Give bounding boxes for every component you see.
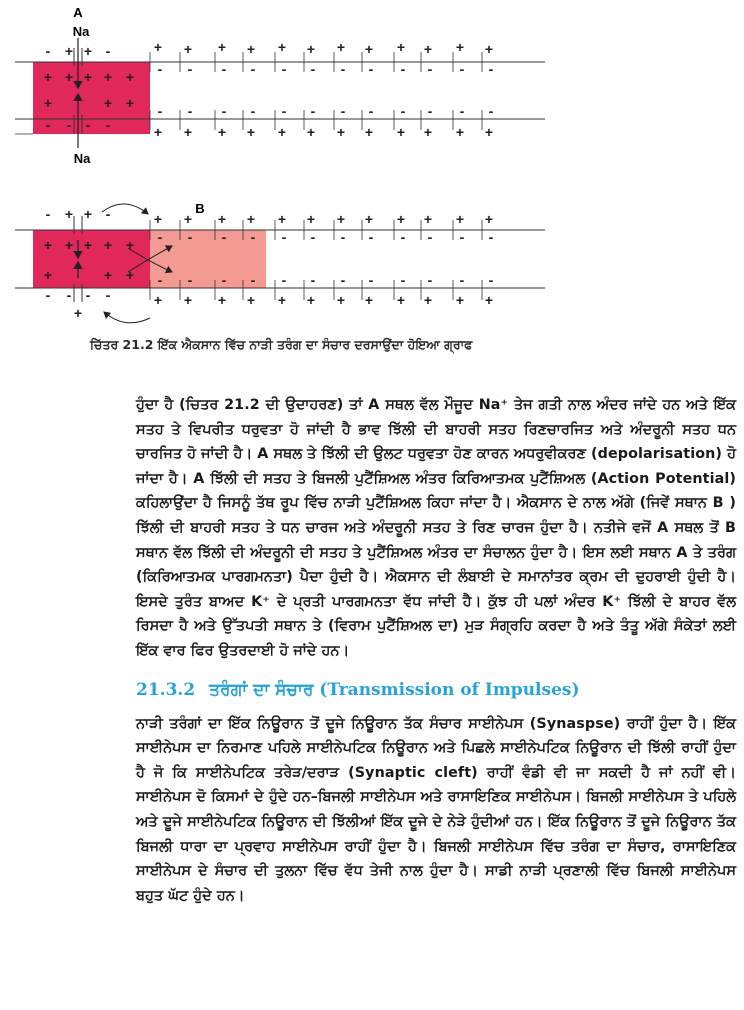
- minus-sign: -: [400, 103, 406, 119]
- plus-sign: +: [455, 211, 465, 227]
- plus-sign: +: [484, 211, 494, 227]
- plus-sign: +: [336, 124, 346, 140]
- plus-sign: +: [183, 211, 193, 227]
- minus-sign: -: [310, 103, 316, 119]
- minus-sign: -: [427, 103, 433, 119]
- minus-sign: -: [340, 103, 346, 119]
- minus-sign: -: [459, 272, 465, 288]
- plus-sign: +: [364, 124, 374, 140]
- section-title: ਤਰੰਗਾਂ ਦਾ ਸੰਚਾਰ (Transmission of Impulses): [209, 679, 580, 700]
- minus-sign: -: [340, 229, 346, 245]
- plus-sign: +: [396, 39, 406, 55]
- plus-sign: +: [306, 292, 316, 308]
- section-number: 21.3.2: [136, 679, 196, 700]
- plus-sign: +: [246, 211, 256, 227]
- plus-sign: +: [125, 95, 135, 111]
- minus-sign: -: [105, 117, 111, 133]
- plus-sign: +: [455, 39, 465, 55]
- axon-panel-1: [15, 5, 545, 166]
- plus-sign: +: [484, 124, 494, 140]
- minus-sign: -: [85, 287, 91, 303]
- minus-sign: -: [400, 229, 406, 245]
- plus-sign: +: [277, 124, 287, 140]
- plus-sign: +: [455, 292, 465, 308]
- plus-sign: +: [277, 292, 287, 308]
- minus-sign: -: [368, 229, 374, 245]
- plus-sign: +: [364, 292, 374, 308]
- minus-sign: -: [85, 117, 91, 133]
- minus-sign: -: [250, 103, 256, 119]
- plus-sign: +: [103, 267, 113, 283]
- minus-sign: -: [66, 117, 72, 133]
- minus-sign: -: [221, 61, 227, 77]
- minus-sign: -: [368, 103, 374, 119]
- paragraph-synapse: ਨਾੜੀ ਤਰੰਗਾਂ ਦਾ ਇੱਕ ਨਿਊਰਾਨ ਤੋਂ ਦੂਜੇ ਨਿਊਰਾਨ ਤੱਕ ਸੰਚਾਰ ਸਾਈਨੇਪਸ (Synaspse) ਰਾਹੀਂ ਹੁੰਦਾ ਹੈ। ਇੱਕ ਸਾਈਨੇਪਸ ਦਾ ਨਿਰਮਾਣ ਪਹਿਲੇ ਸਾਈਨੇਪਟਿਕ ਨਿਊਰਾਨ ਅਤੇ ਪਿਛਲੇ ਸਾਈਨੇਪਟਿਕ ਨਿਊਰਾਨ ਦੀ ਝਿੱਲੀ ਰਾਹੀਂ ਹੁੰਦਾ ਹੈ ਜੋ ਕਿ ਸਾਈਨੇਪਟਿਕ ਤਰੇੜ/ਦਰਾੜ (Synaptic cleft) ਰਾਹੀਂ ਵੰਡੀ ਵੀ ਜਾ ਸਕਦੀ ਹੈ ਜਾਂ ਨਹੀਂ ਵੀ। ਸਾਈਨੇਪਸ ਦੋ ਕਿਸਮਾਂ ਦੇ ਹੁੰਦੇ ਹਨ–ਬਿਜਲੀ ਸਾਈਨੇਪਸ ਅਤੇ ਰਾਸਾਇਣਿਕ ਸਾਈਨੇਪਸ। ਬਿਜਲੀ ਸਾਈਨੇਪਸ ਤੇ ਪਹਿਲੇ ਅਤੇ ਦੂਜੇ ਸਾਈਨੇਪਟਿਕ ਨਿਊਰਾਨ ਦੀ ਝਿੱਲੀਆਂ ਇੱਕ ਦੂਜੇ ਦੇ ਨੇੜੇ ਹੁੰਦੀਆਂ ਹਨ। ਇੱਕ ਨਿਊਰਾਨ ਤੋਂ ਦੂਜੇ ਨਿਊਰਾਨ ਤੱਕ ਬਿਜਲੀ ਧਾਰਾ ਦਾ ਪ੍ਰਵਾਹ ਸਾਈਨੇਪਸ ਰਾਹੀਂ ਹੁੰਦਾ ਹੈ। ਬਿਜਲੀ ਸਾਈਨੇਪਸ ਵਿੱਚ ਤਰੰਗ ਦਾ ਸੰਚਾਰ, ਰਾਸਾਇਣਿਕ ਸਾਈਨੇਪਸ ਦੇ ਸੰਚਾਰ ਦੀ ਤੁਲਨਾ ਵਿੱਚ ਵੱਧ ਤੇਜੀ ਨਾਲ ਹੁੰਦਾ ਹੈ। ਸਾਡੀ ਨਾੜੀ ਪ੍ਰਣਾਲੀ ਵਿੱਚ ਬਿਜਲੀ ਸਾਈਨੇਪਸ ਬਹੁਤ ਘੱਟ ਹੁੰਦੇ ਹਨ।: [136, 715, 736, 904]
- minus-sign: -: [427, 272, 433, 288]
- minus-sign: -: [221, 229, 227, 245]
- minus-sign: -: [45, 287, 51, 303]
- plus-sign: +: [246, 41, 256, 57]
- plus-sign: +: [43, 95, 53, 111]
- minus-sign: -: [400, 61, 406, 77]
- plus-sign: +: [246, 124, 256, 140]
- plus-sign: +: [183, 292, 193, 308]
- spreading-region-b: [150, 230, 266, 288]
- plus-sign: +: [125, 69, 135, 85]
- plus-sign: +: [103, 95, 113, 111]
- label-b: B: [195, 201, 205, 216]
- plus-sign: +: [183, 124, 193, 140]
- plus-sign: +: [246, 292, 256, 308]
- plus-sign: +: [396, 211, 406, 227]
- minus-sign: -: [157, 272, 163, 288]
- plus-sign: +: [103, 237, 113, 253]
- plus-sign: +: [64, 69, 74, 85]
- plus-sign: +: [153, 124, 163, 140]
- minus-sign: -: [340, 272, 346, 288]
- plus-sign: +: [217, 211, 227, 227]
- plus-sign: +: [217, 124, 227, 140]
- plus-sign: +: [64, 43, 74, 59]
- minus-sign: -: [250, 272, 256, 288]
- plus-sign: +: [43, 69, 53, 85]
- minus-sign: -: [281, 103, 287, 119]
- plus-sign: +: [364, 211, 374, 227]
- minus-sign: -: [157, 61, 163, 77]
- plus-sign: +: [336, 292, 346, 308]
- plus-sign: +: [423, 124, 433, 140]
- minus-sign: -: [310, 229, 316, 245]
- plus-sign: +: [306, 124, 316, 140]
- plus-sign: +: [125, 267, 135, 283]
- minus-sign: -: [250, 61, 256, 77]
- minus-sign: -: [488, 229, 494, 245]
- label-na-top: Na: [72, 24, 90, 39]
- plus-sign: +: [364, 41, 374, 57]
- charge-signs: [44, 39, 494, 321]
- nerve-impulse-figure: [0, 0, 744, 340]
- plus-sign: +: [83, 237, 93, 253]
- page-body: [136, 393, 736, 908]
- plus-sign: +: [277, 211, 287, 227]
- plus-sign: +: [83, 43, 93, 59]
- minus-sign: -: [368, 61, 374, 77]
- plus-sign: +: [277, 39, 287, 55]
- minus-sign: -: [45, 206, 51, 222]
- minus-sign: -: [459, 103, 465, 119]
- label-na-bottom: Na: [73, 151, 91, 166]
- plus-sign: +: [336, 39, 346, 55]
- plus-sign: +: [306, 211, 316, 227]
- minus-sign: -: [310, 272, 316, 288]
- minus-sign: -: [187, 272, 193, 288]
- minus-sign: -: [427, 61, 433, 77]
- minus-sign: -: [488, 272, 494, 288]
- minus-sign: -: [488, 61, 494, 77]
- minus-sign: -: [221, 272, 227, 288]
- minus-sign: -: [459, 61, 465, 77]
- minus-sign: -: [488, 103, 494, 119]
- minus-sign: -: [250, 229, 256, 245]
- minus-sign: -: [157, 103, 163, 119]
- minus-sign: -: [459, 229, 465, 245]
- plus-sign: +: [43, 237, 53, 253]
- label-a: A: [73, 5, 83, 20]
- plus-sign: +: [484, 41, 494, 57]
- plus-sign: +: [83, 69, 93, 85]
- plus-sign: +: [336, 211, 346, 227]
- plus-sign: +: [396, 124, 406, 140]
- plus-sign: +: [103, 69, 113, 85]
- minus-sign: -: [66, 287, 72, 303]
- paragraph-action-potential: ਹੁੰਦਾ ਹੈ (ਚਿਤਰ 21.2 ਦੀ ਉਦਾਹਰਣ) ਤਾਂ A ਸਥਲ ਵੱਲ ਮੌਜੂਦ Na⁺ ਤੇਜ ਗਤੀ ਨਾਲ ਅੰਦਰ ਜਾਂਦੇ ਹਨ ਅਤੇ ਇੱਕ ਸਤਹ ਤੇ ਵਿਪਰੀਤ ਧਰੁਵਤਾ ਹੋ ਜਾਂਦੀ ਹੈ ਭਾਵ ਝਿੱਲੀ ਦੀ ਬਾਹਰੀ ਸਤਹ ਰਿਣਚਾਰਜਿਤ ਅਤੇ ਅੰਦਰੂਨੀ ਸਤਹ ਧਨ ਚਾਰਜਿਤ ਹੋ ਜਾਂਦੀ ਹੈ। A ਸਥਲ ਤੇ ਝਿੱਲੀ ਦੀ ਉਲਟ ਧਰੁਵਤਾ ਹੋਣ ਕਾਰਨ ਅਧਰੁਵੀਕਰਣ (depolarisation) ਹੋ ਜਾਂਦਾ ਹੈ। A ਝਿੱਲੀ ਦੀ ਸਤਹ ਤੇ ਬਿਜਲੀ ਪੁਟੈਂਸ਼ਿਅਲ ਅੰਤਰ ਕਿਰਿਆਤਮਕ ਪੁਟੈਂਸ਼ਿਅਲ (Action Potential) ਕਹਿਲਾਉਂਦਾ ਹੈ ਜਿਸਨੂੰ ਤੱਥ ਰੂਪ ਵਿੱਚ ਨਾੜੀ ਪੁਟੈਂਸ਼ਿਅਲ ਕਿਹਾ ਜਾਂਦਾ ਹੈ। ਐਕਸਾਨ ਦੇ ਨਾਲ ਅੱਗੇ (ਜਿਵੇਂ ਸਥਾਨ B ) ਝਿੱਲੀ ਦੀ ਬਾਹਰੀ ਸਤਹ ਤੇ ਧਨ ਚਾਰਜ ਅਤੇ ਅੰਦਰੂਨੀ ਸਤਹ ਤੇ ਰਿਣ ਚਾਰਜ ਹੁੰਦਾ ਹੈ। ਨਤੀਜੇ ਵਜੋਂ A ਸਥਲ ਤੋਂ B ਸਥਾਨ ਵੱਲ ਝਿੱਲੀ ਦੀ ਅੰਦਰੂਨੀ ਦੀ ਸਤਹ ਤੇ ਪੁਟੈਂਸ਼ਿਅਲ ਅੰਤਰ ਦਾ ਸੰਚਾਲਨ ਹੁੰਦਾ ਹੈ। ਇਸ ਲਈ ਸਥਾਨ A ਤੇ ਤਰੰਗ (ਕਿਰਿਆਤਮਕ ਪਾਰਗਮਨਤਾ) ਪੈਦਾ ਹੁੰਦੀ ਹੈ। ਐਕਸਾਨ ਦੀ ਲੰਬਾਈ ਦੇ ਸਮਾਨਾਂਤਰ ਕ੍ਰਮ ਦੀ ਦੁਹਰਾਈ ਹੁੰਦੀ ਹੈ। ਇਸਦੇ ਤੁਰੰਤ ਬਾਅਦ K⁺ ਦੇ ਪ੍ਰਤੀ ਪਾਰਗਮਨਤਾ ਵੱਧ ਜਾਂਦੀ ਹੈ। ਕੁੱਝ ਹੀ ਪਲਾਂ ਅੰਦਰ K⁺ ਝਿੱਲੀ ਦੇ ਬਾਹਰ ਵੱਲ ਰਿਸਦਾ ਹੈ ਅਤੇ ਉੱਤਪਤੀ ਸਥਾਨ ਤੇ (ਵਿਰਾਮ ਪੁਟੈਂਸ਼ਿਅਲ ਦਾ) ਮੁੜ ਸੰਗ੍ਰਹਿ ਕਰਦਾ ਹੈ ਅਤੇ ਤੰਤੂ ਅੱਗੇ ਸੰਕੇਤਾਂ ਲਈ ਇੱਕ ਵਾਰ ਫਿਰ ਉਤਰਦਾਈ ਹੋ ਜਾਂਦੇ ਹਨ।: [136, 397, 736, 659]
- figure-caption: ਚਿੱਤਰ 21.2 ਇੱਕ ਐਕਸਾਨ ਵਿੱਚ ਨਾੜੀ ਤਰੰਗ ਦਾ ਸੰਚਾਰ ਦਰਸਾਉਂਦਾ ਹੋਇਆ ਗ੍ਰਾਫ: [90, 337, 473, 352]
- minus-sign: -: [187, 229, 193, 245]
- minus-sign: -: [427, 229, 433, 245]
- plus-sign: +: [153, 292, 163, 308]
- minus-sign: -: [105, 206, 111, 222]
- plus-sign: +: [153, 39, 163, 55]
- plus-sign: +: [125, 237, 135, 253]
- plus-sign: +: [484, 292, 494, 308]
- minus-sign: -: [281, 229, 287, 245]
- plus-sign: +: [43, 267, 53, 283]
- plus-sign: +: [217, 39, 227, 55]
- plus-sign: +: [64, 206, 74, 222]
- minus-sign: -: [400, 272, 406, 288]
- plus-sign: +: [183, 41, 193, 57]
- minus-sign: -: [157, 229, 163, 245]
- minus-sign: -: [45, 43, 51, 59]
- plus-sign: +: [153, 211, 163, 227]
- plus-sign: +: [64, 237, 74, 253]
- minus-sign: -: [45, 117, 51, 133]
- minus-sign: -: [310, 61, 316, 77]
- plus-sign: +: [423, 292, 433, 308]
- minus-sign: -: [105, 43, 111, 59]
- plus-sign: +: [423, 41, 433, 57]
- section-heading: [136, 680, 736, 700]
- plus-sign: +: [455, 124, 465, 140]
- plus-sign: +: [83, 206, 93, 222]
- minus-sign: -: [187, 61, 193, 77]
- minus-sign: -: [281, 61, 287, 77]
- plus-sign: +: [423, 211, 433, 227]
- minus-sign: -: [368, 272, 374, 288]
- plus-sign: +: [73, 305, 83, 321]
- plus-sign: +: [217, 292, 227, 308]
- minus-sign: -: [281, 272, 287, 288]
- plus-sign: +: [396, 292, 406, 308]
- plus-sign: +: [306, 41, 316, 57]
- minus-sign: -: [105, 287, 111, 303]
- minus-sign: -: [187, 103, 193, 119]
- minus-sign: -: [340, 61, 346, 77]
- minus-sign: -: [221, 103, 227, 119]
